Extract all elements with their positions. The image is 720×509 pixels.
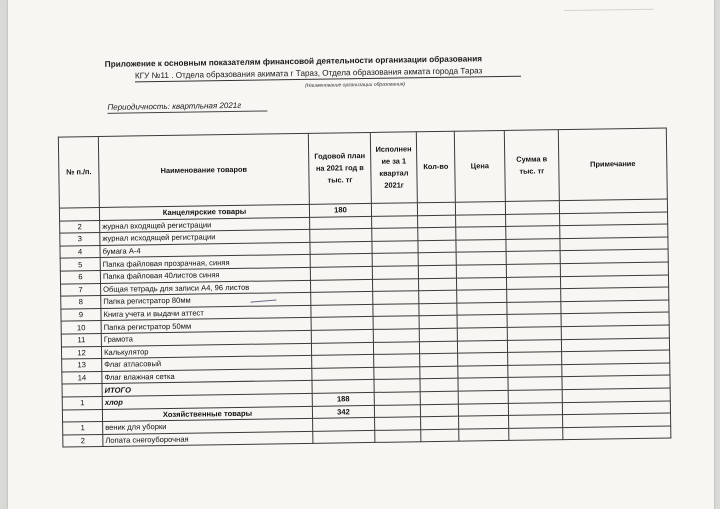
- row-number: 9: [61, 308, 101, 321]
- executed-cell: [374, 404, 420, 417]
- plan-value: [311, 292, 373, 306]
- plan-value: [310, 216, 372, 230]
- price-cell: [457, 302, 507, 315]
- col-header-sum: Сумма в тыс. тг: [504, 130, 559, 202]
- row-number: 1: [63, 422, 103, 435]
- row-number: 5: [60, 258, 100, 271]
- sum-cell: [506, 276, 560, 289]
- row-number: 2: [60, 220, 100, 233]
- executed-cell: [373, 341, 419, 354]
- qty-cell: [421, 429, 459, 442]
- executed-cell: [375, 417, 421, 430]
- plan-value: [313, 418, 375, 432]
- sum-cell: [508, 352, 562, 365]
- item-name-text: веник для уборки: [105, 422, 167, 433]
- price-cell: [456, 277, 506, 290]
- qty-cell: [418, 227, 456, 240]
- sum-cell: [508, 377, 562, 390]
- qty-cell: [418, 278, 456, 291]
- pen-mark: [251, 296, 277, 303]
- qty-cell: [420, 353, 458, 366]
- qty-cell: [417, 202, 455, 215]
- sum-cell: [506, 226, 560, 239]
- executed-cell: [372, 241, 418, 254]
- executed-cell: [372, 266, 418, 279]
- row-number: 8: [61, 296, 101, 309]
- reporting-period: Периодичность: квартльная 2021г: [107, 100, 267, 113]
- plan-value: [310, 279, 372, 293]
- item-name-text: Грамота: [103, 334, 133, 345]
- plan-value: [311, 329, 373, 343]
- executed-cell: [373, 291, 419, 304]
- plan-value: [310, 241, 372, 255]
- price-cell: [456, 264, 506, 277]
- row-number: [62, 409, 102, 422]
- bleed-through-marks: [564, 0, 654, 11]
- sum-cell: [508, 390, 562, 403]
- sum-cell: [506, 251, 560, 264]
- price-cell: [459, 428, 509, 441]
- item-name-text: Книга учета и выдачи аттест: [103, 308, 204, 319]
- qty-cell: [420, 378, 458, 391]
- price-cell: [458, 378, 508, 391]
- sum-cell: [508, 364, 562, 377]
- col-header-plan: Годовой план на 2021 год в тыс. тг: [308, 132, 371, 204]
- sum-cell: [505, 201, 559, 214]
- plan-value: [313, 430, 375, 444]
- row-number: 4: [60, 245, 100, 258]
- executed-cell: [372, 253, 418, 266]
- plan-value: 188: [312, 392, 374, 406]
- qty-cell: [418, 240, 456, 253]
- price-cell: [456, 227, 506, 240]
- qty-cell: [420, 366, 458, 379]
- item-name-text: Калькулятор: [103, 347, 149, 357]
- row-number: 11: [61, 333, 101, 346]
- price-cell: [457, 340, 507, 353]
- item-name-text: Папка файловая 40листов синяя: [102, 270, 220, 282]
- item-name: [103, 431, 313, 447]
- table-header-row: [58, 128, 667, 208]
- item-name-text: Лопата снегоуборочная: [105, 434, 189, 445]
- item-name-text: журнал исходящей регистрации: [102, 232, 216, 244]
- organization-caption: (Наименование организации образования): [305, 81, 406, 89]
- sum-cell: [506, 213, 560, 226]
- price-cell: [456, 214, 506, 227]
- price-cell: [458, 390, 508, 403]
- col-header-num: № п./п.: [58, 136, 99, 208]
- item-name-text: журнал входящей регистрации: [102, 220, 212, 231]
- executed-cell: [371, 203, 417, 216]
- note-cell: [563, 426, 671, 440]
- item-name-text: Флаг атласовый: [104, 359, 162, 370]
- row-number: 6: [60, 270, 100, 283]
- executed-cell: [374, 392, 420, 405]
- price-cell: [457, 315, 507, 328]
- qty-cell: [419, 290, 457, 303]
- document-title: Приложение к основным показателям финансовой деятельности организации образования: [104, 54, 483, 69]
- organization-name: КГУ №11 . Отдела образования акимата г Тараз, Отдела образования акмата города Тараз: [135, 66, 521, 83]
- plan-value: [311, 342, 373, 356]
- qty-cell: [419, 316, 457, 329]
- sum-cell: [507, 327, 561, 340]
- plan-value: [311, 317, 373, 331]
- item-name-text: ИТОГО: [104, 385, 132, 395]
- executed-cell: [374, 366, 420, 379]
- qty-cell: [420, 404, 458, 417]
- sum-cell: [506, 264, 560, 277]
- item-name-text: Канцелярские товары: [162, 207, 247, 218]
- row-number: 2: [63, 434, 103, 447]
- sum-cell: [509, 427, 563, 440]
- sum-cell: [507, 314, 561, 327]
- item-name-text: Общая тетрадь для записи А4, 96 листов: [103, 282, 250, 294]
- item-name-text: Хозяйственные товары: [162, 408, 253, 419]
- plan-value: [312, 367, 374, 381]
- item-name-text: Папка файловая прозрачная, синяя: [102, 257, 230, 269]
- sum-cell: [506, 238, 560, 251]
- item-name-text: Флаг влажная сетка: [104, 371, 175, 382]
- sum-cell: [507, 289, 561, 302]
- plan-value: 342: [312, 405, 374, 419]
- row-number: 12: [61, 346, 101, 359]
- executed-cell: [373, 329, 419, 342]
- price-cell: [456, 252, 506, 265]
- price-cell: [458, 353, 508, 366]
- price-cell: [458, 365, 508, 378]
- qty-cell: [418, 253, 456, 266]
- executed-cell: [373, 316, 419, 329]
- sum-cell: [508, 402, 562, 415]
- row-number: [62, 384, 102, 397]
- col-header-executed: Исполнен ие за 1 квартал 2021г: [370, 132, 417, 204]
- row-number: 7: [61, 283, 101, 296]
- plan-value: [310, 229, 372, 243]
- qty-cell: [418, 215, 456, 228]
- row-number: 1: [62, 396, 102, 409]
- row-number: 3: [60, 233, 100, 246]
- price-cell: [458, 403, 508, 416]
- goods-table: [58, 128, 672, 448]
- row-number: 13: [62, 359, 102, 372]
- price-cell: [455, 201, 505, 214]
- item-name-text: бумага А-4: [102, 246, 141, 257]
- plan-value: [310, 254, 372, 268]
- plan-value: 180: [309, 203, 371, 217]
- plan-value: [312, 380, 374, 394]
- col-header-price: Цена: [454, 130, 505, 202]
- qty-cell: [418, 265, 456, 278]
- item-name-text: Папка регистратор 50мм: [103, 321, 192, 332]
- plan-value: [310, 266, 372, 280]
- page-content: [8, 0, 714, 509]
- scanned-page: [8, 0, 714, 509]
- table-body: [59, 199, 670, 447]
- price-cell: [459, 416, 509, 429]
- sum-cell: [507, 339, 561, 352]
- sum-cell: [509, 415, 563, 428]
- executed-cell: [372, 228, 418, 241]
- plan-value: [311, 304, 373, 318]
- plan-value: [312, 355, 374, 369]
- row-number: 10: [61, 321, 101, 334]
- executed-cell: [372, 215, 418, 228]
- price-cell: [456, 239, 506, 252]
- qty-cell: [421, 416, 459, 429]
- qty-cell: [419, 303, 457, 316]
- price-cell: [457, 290, 507, 303]
- row-number: 14: [62, 371, 102, 384]
- executed-cell: [374, 354, 420, 367]
- executed-cell: [372, 278, 418, 291]
- item-name-text: Папка регистратор 80мм: [103, 296, 191, 307]
- price-cell: [457, 327, 507, 340]
- qty-cell: [420, 391, 458, 404]
- sum-cell: [507, 301, 561, 314]
- col-header-name: Наименование товаров: [98, 133, 309, 207]
- qty-cell: [419, 341, 457, 354]
- executed-cell: [374, 379, 420, 392]
- item-name-text: хлор: [104, 397, 123, 408]
- col-header-qty: Кол-во: [416, 131, 455, 203]
- qty-cell: [419, 328, 457, 341]
- executed-cell: [373, 303, 419, 316]
- col-header-note: Примечание: [558, 128, 667, 201]
- row-number: [59, 207, 99, 220]
- executed-cell: [375, 429, 421, 442]
